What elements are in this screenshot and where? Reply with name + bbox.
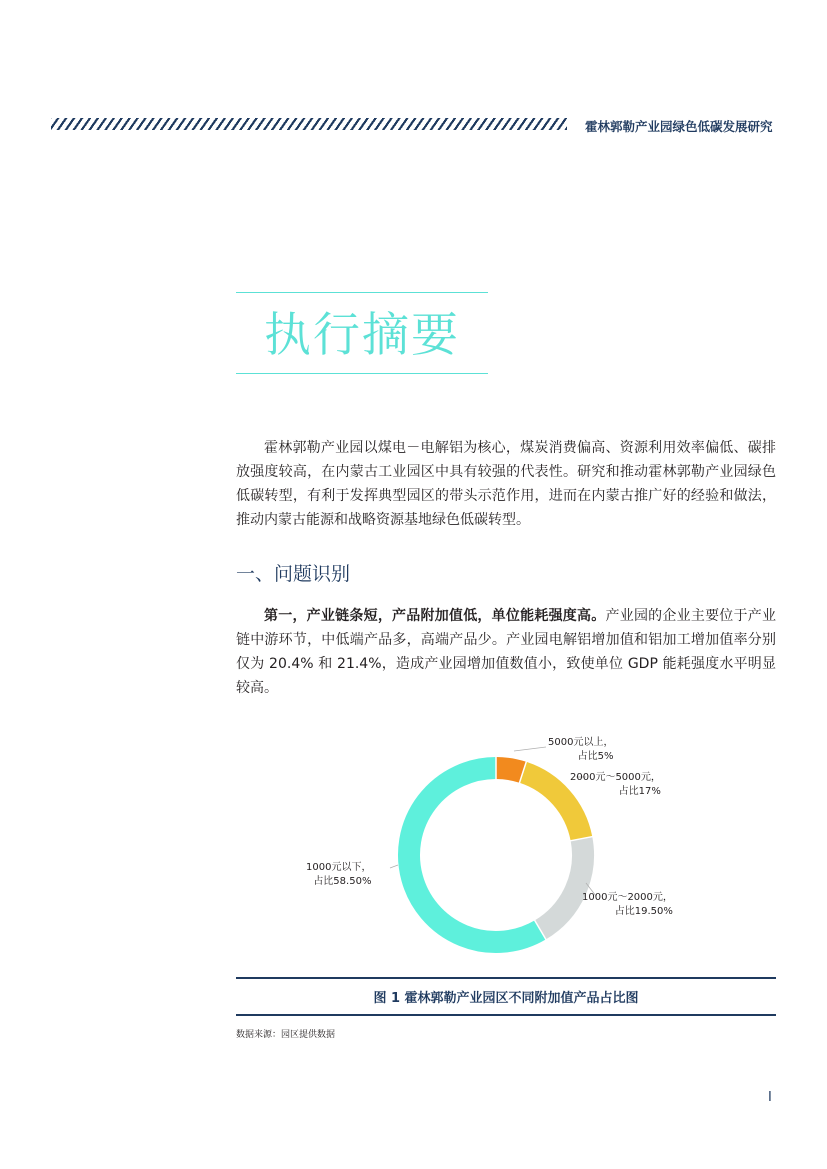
label-5000-plus <box>548 736 613 764</box>
paragraph-lead: 第一，产业链条短，产品附加值低，单位能耗强度高。 <box>264 608 606 624</box>
running-title: 霍林郭勒产业园绿色低碳发展研究 <box>585 119 773 134</box>
label-under-1000 <box>306 861 371 889</box>
intro-paragraph: 霍林郭勒产业园以煤电－电解铝为核心，煤炭消费偏高、资源利用效率偏低、碳排放强度较高，在内蒙古工业园区中具有较强的代表性。研究和推动霍林郭勒产业园绿色低碳转型，有利于发挥典型园区的带头示范作用，进而在内蒙古推广好的经验和做法，推动内蒙古能源和战略资源基地绿色低碳转型。 <box>236 440 776 528</box>
paragraph-body: 产业园的企业主要位于产业链中游环节，中低端产品多，高端产品少。产业园电解铝增加值和铝加工增加值率分别仅为 20.4% 和 21.4%，造成产业园增加值数值小，致使单位 GDP 能耗强度水平明显较高。 <box>236 608 776 696</box>
label-2000-5000-line1: 2000元～5000元， <box>570 772 661 783</box>
page-title: 执行摘要 <box>264 308 460 363</box>
label-under-1000-line1: 1000元以下， <box>306 862 372 873</box>
section-heading: 一、问题识别 <box>236 563 351 585</box>
label-5000-plus-line1: 5000元以上， <box>548 737 614 748</box>
label-under-1000-line2: 占比58.50% <box>313 876 372 887</box>
data-source-note: 数据来源：园区提供数据 <box>236 1030 336 1040</box>
label-1000-2000-line1: 1000元～2000元， <box>582 892 673 903</box>
slice-1000-2000 <box>540 839 583 930</box>
label-1000-2000 <box>582 891 673 919</box>
title-top-rule <box>236 292 488 293</box>
caption-bottom-rule <box>236 1014 776 1016</box>
page-number: I <box>768 1090 772 1105</box>
figure-caption: 图 1 霍林郭勒产业园区不同附加值产品占比图 <box>373 991 639 1006</box>
section-paragraph <box>236 604 776 700</box>
label-5000-plus-line2: 占比5% <box>577 751 614 762</box>
caption-top-rule <box>236 977 776 979</box>
label-1000-2000-line2: 占比19.50% <box>614 906 673 917</box>
donut-chart <box>236 720 776 970</box>
label-2000-5000 <box>570 771 661 799</box>
title-bottom-rule <box>236 373 488 374</box>
leader-line <box>390 865 398 868</box>
header-hatch-decoration <box>51 118 567 130</box>
slice-5000-plus <box>496 768 523 772</box>
label-2000-5000-line2: 占比17% <box>618 786 661 797</box>
leader-line <box>514 747 546 751</box>
slice-under-1000 <box>409 768 540 942</box>
